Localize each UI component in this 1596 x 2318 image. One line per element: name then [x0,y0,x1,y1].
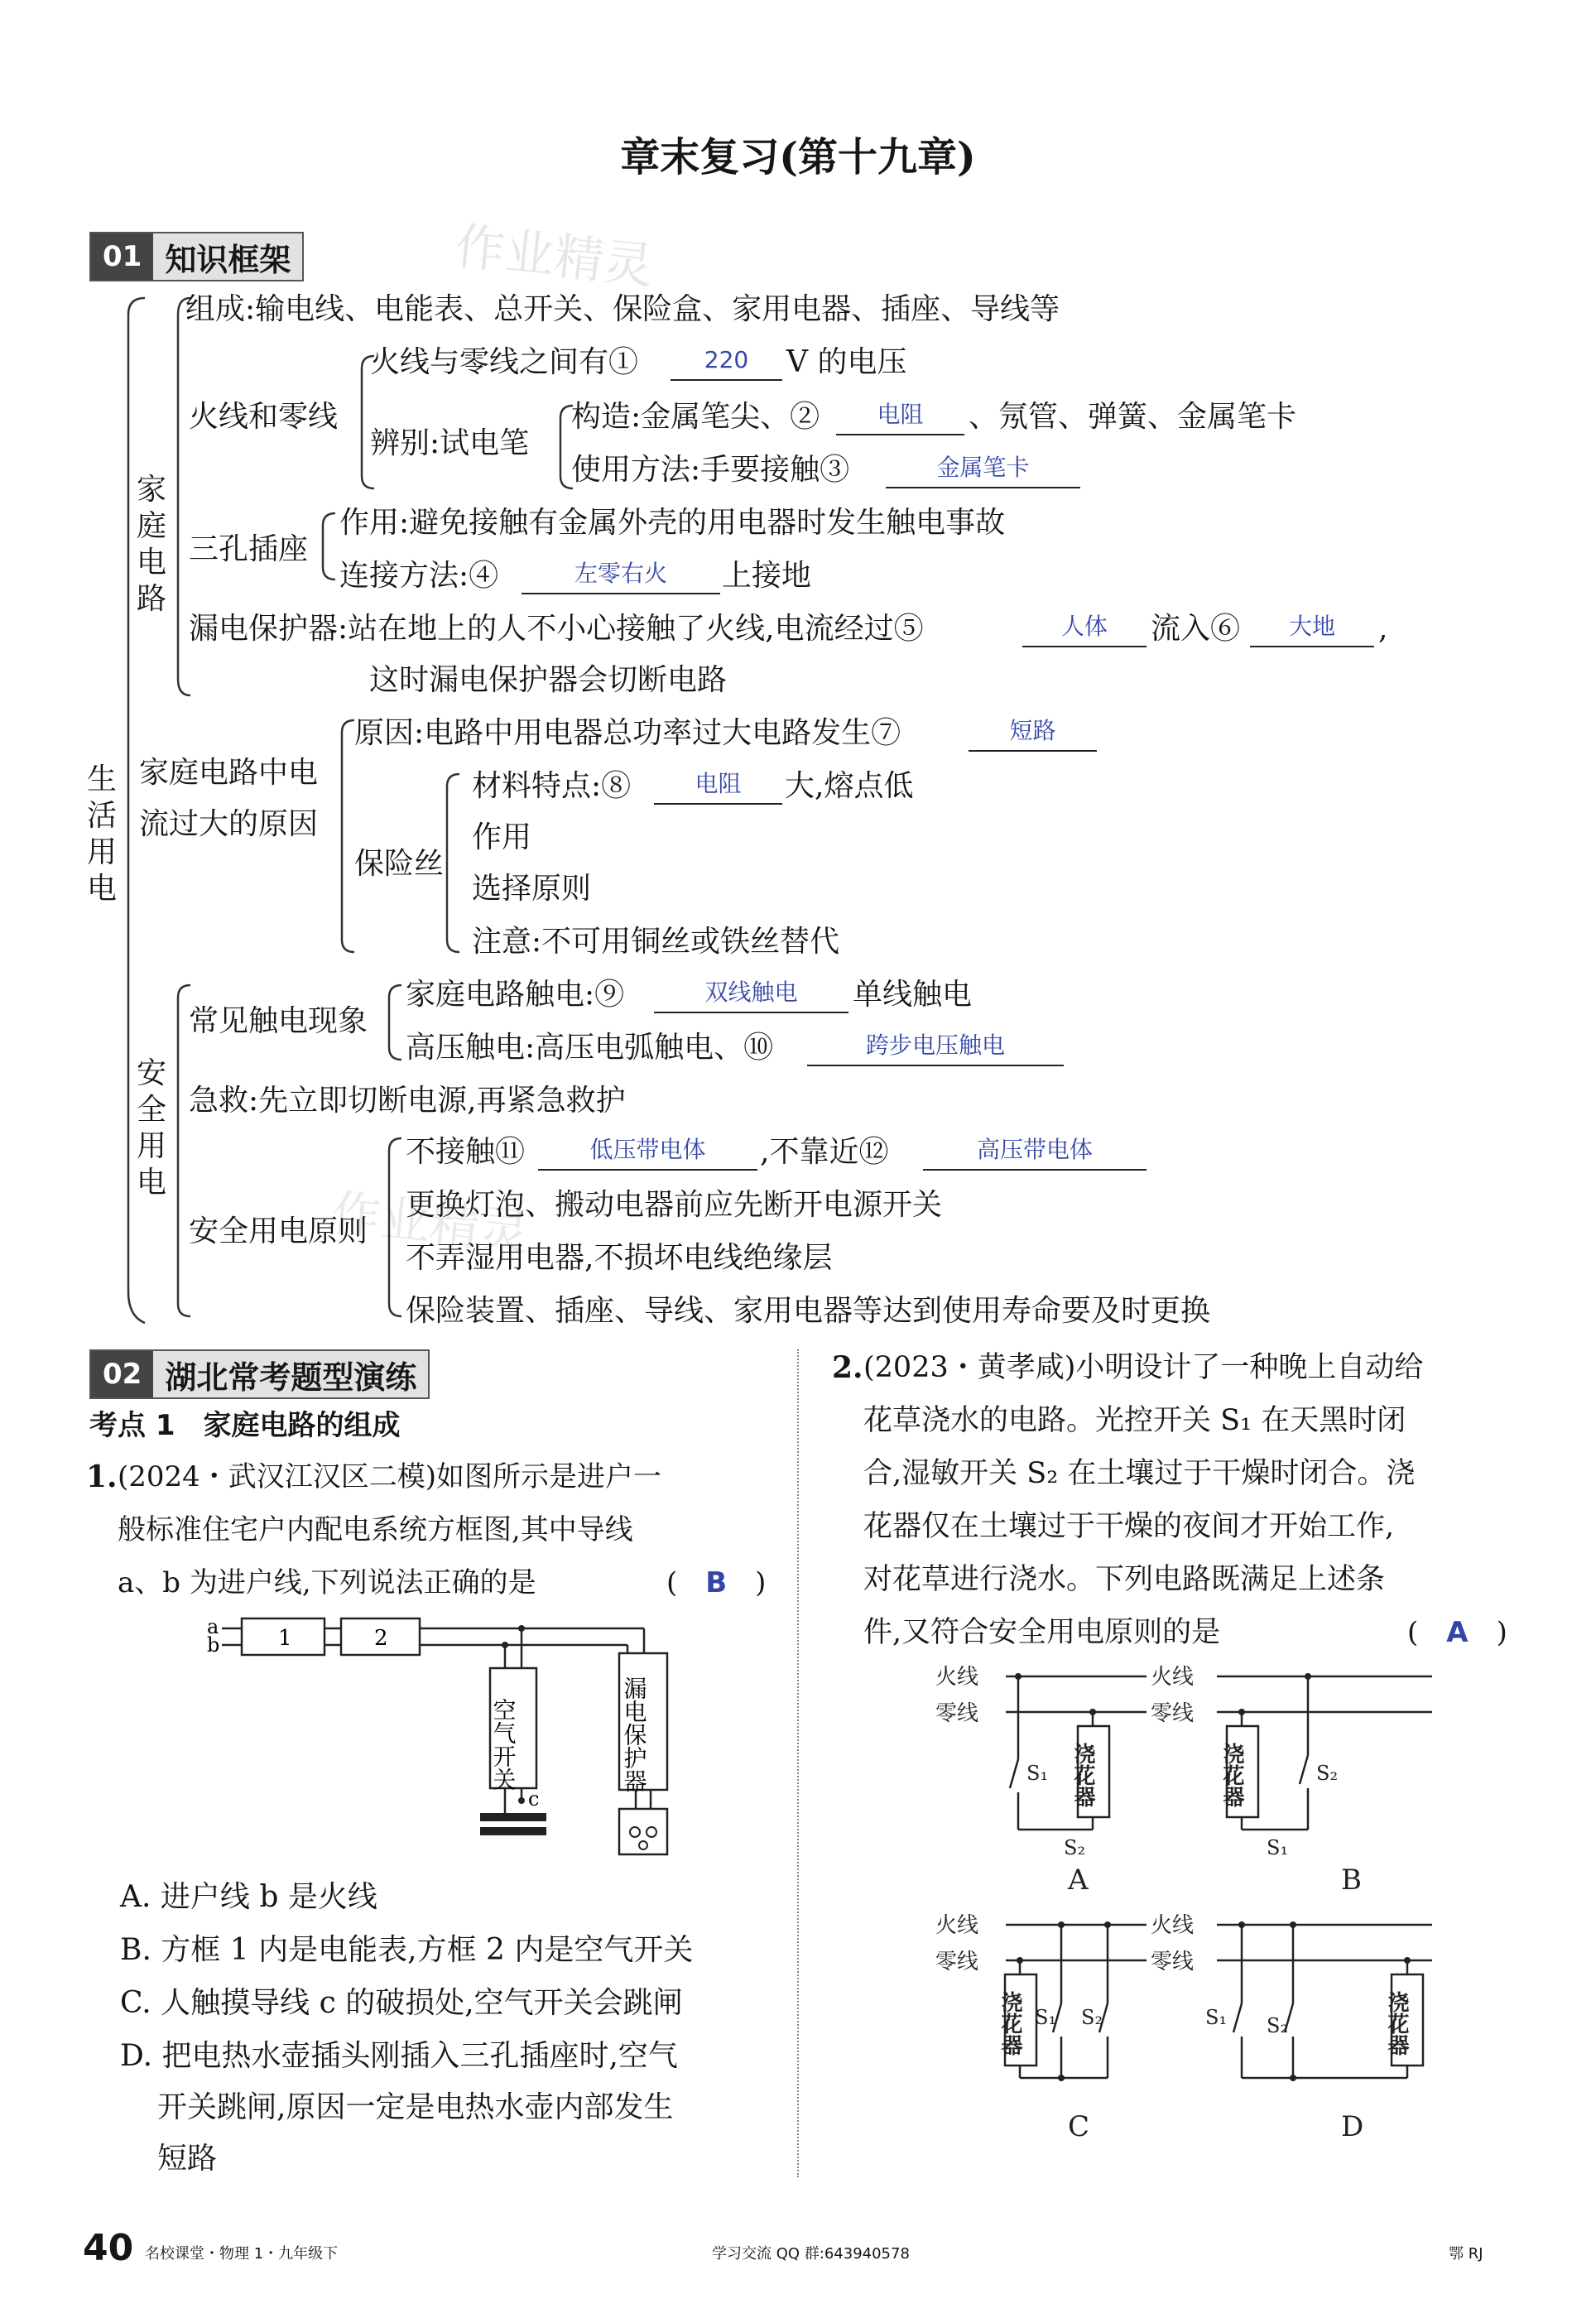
a-device: 浇花器 [1070,1743,1095,1807]
fig-box2-label: 2 [374,1626,388,1651]
q1-option-a[interactable]: A. 进户线 b 是火线 [120,1880,377,1914]
watermark: 作业精灵 [452,217,656,296]
composition: 组成:输电线、电能表、总开关、保险盒、家用电器、插座、导线等 [185,292,1060,326]
footer-edition: 鄂 RJ [1449,2245,1483,2263]
a-neutral: 零线 [935,1701,979,1726]
c-s2: S₂ [1081,2006,1103,2029]
identify-label: 辨别:试电笔 [370,426,530,460]
footer-book: 名校课堂・物理 1・九年级下 [145,2245,339,2263]
fuse-select: 选择原则 [472,872,592,906]
footer-qq: 学习交流 QQ 群:643940578 [712,2245,910,2263]
fig-c-label: c [528,1787,540,1811]
common-shock-label: 常见触电现象 [189,1004,368,1038]
function-text: 作用:避免接触有金属外壳的用电器时发生触电事故 [339,506,1006,540]
q2-line-5: 对花草进行浇水。下列电路既满足上述条 [863,1563,1386,1596]
fuse-role: 作用 [472,820,532,854]
overcurrent-label-2: 流过大的原因 [139,807,319,841]
answer-10: 跨步电压触电 [865,1032,1005,1059]
blank-6 [1250,613,1374,647]
d-live: 火线 [1151,1913,1195,1938]
q1-option-d-cont-2: 短路 [157,2142,218,2176]
no-near-text: ,不靠近⑫ [760,1135,889,1169]
c-device: 浇花器 [997,1991,1022,2056]
fig-leak-label: 漏电保护器 [620,1676,648,1792]
q1-option-c[interactable]: C. 人触摸导线 c 的破损处,空气开关会跳闸 [120,1986,683,2020]
no-touch-text: 不接触⑪ [406,1135,526,1169]
connect-text: 连接方法:④ [339,559,499,593]
column-divider [797,1349,799,2177]
q2-line-4: 花器仅在土壤过于干燥的夜间才开始工作, [863,1510,1395,1543]
hv-shock-text: 高压触电:高压电弧触电、⑩ [406,1031,774,1065]
page-title: 章末复习(第十九章) [620,134,976,180]
blank-9 [654,979,848,1013]
b-device: 浇花器 [1219,1743,1244,1807]
blank-5 [1022,613,1147,647]
blank-8 [654,770,782,805]
fig-air-switch-label: 空气开关 [489,1698,517,1791]
overcurrent-label-1: 家庭电路中电 [139,756,319,790]
a-s1: S₁ [1026,1762,1049,1785]
leak-end: , [1378,612,1388,646]
fig-a-label: a [207,1615,219,1638]
blank-7 [969,717,1097,752]
q1-option-d-cont-1: 开关跳闸,原因一定是电热水壶内部发生 [157,2090,674,2124]
blank-4 [522,560,720,594]
root-label: 生活用电 [86,762,117,906]
q1-answer: B [705,1566,728,1599]
fig-box1-label: 1 [278,1626,292,1651]
d-s2: S₂ [1267,2014,1289,2037]
section-number: 01 [91,233,153,280]
voltage-suffix: V 的电压 [786,345,907,379]
voltage-text: 火线与零线之间有① [370,345,639,379]
q1-line-3: a、b 为进户线,下列说法正确的是 [118,1566,536,1599]
leak-line2: 这时漏电保护器会切断电路 [369,663,728,697]
answer-2: 电阻 [877,401,924,428]
circuit-label-c[interactable]: C [1068,2110,1090,2143]
q1-number: 1. [86,1460,118,1494]
answer-6: 大地 [1288,613,1335,640]
first-aid: 急救:先立即切断电源,再紧急救护 [189,1084,626,1118]
blank-10 [807,1032,1064,1066]
q1-answer-bracket: ( B ) [666,1566,767,1599]
page-number: 40 [83,2227,134,2269]
answer-5: 人体 [1060,613,1108,640]
principle-3: 不弄湿用电器,不损坏电线绝缘层 [406,1241,833,1275]
c-neutral: 零线 [935,1950,979,1974]
q2-answer-bracket: ( A ) [1407,1616,1507,1649]
c-s1: S₁ [1035,2006,1057,2029]
answer-9: 双线触电 [704,979,798,1006]
b-live: 火线 [1151,1665,1195,1690]
q2-circuits [927,1656,1465,2152]
three-hole-label: 三孔插座 [189,532,309,566]
watermark-2: 作业精灵 [328,1184,532,1263]
principle-label: 安全用电原则 [189,1214,368,1248]
section-label: 湖北常考题型演练 [165,1359,417,1396]
principle-2: 更换灯泡、搬动电器前应先断开电源开关 [406,1188,943,1222]
q2-number: 2. [832,1350,863,1385]
home-circuit-label: 家庭电路 [136,473,166,616]
safety-label: 安全用电 [136,1056,166,1200]
circuit-label-d[interactable]: D [1341,2110,1364,2143]
blank-2 [836,401,964,435]
cause-text: 原因:电路中用电器总功率过大电路发生⑦ [354,716,901,750]
fuse-label: 保险丝 [354,847,445,881]
q1-line-1: (2024・武汉江汉区二模)如图所示是进户一 [118,1460,662,1493]
circuit-label-b[interactable]: B [1341,1864,1362,1897]
fuse-note: 注意:不可用铜丝或铁丝替代 [472,925,840,959]
home-shock-text: 家庭电路触电:⑨ [406,978,625,1012]
fig-b-label: b [207,1633,220,1657]
q1-option-d[interactable]: D. 把电热水壶插头刚插入三孔插座时,空气 [120,2039,678,2073]
home-shock-suffix: 单线触电 [853,978,973,1012]
section-label: 知识框架 [165,241,291,278]
material-text: 材料特点:⑧ [472,769,632,803]
answer-1: 220 [704,346,749,373]
a-s2: S₂ [1064,1836,1086,1859]
blank-11 [538,1136,757,1171]
usage-text: 使用方法:手要接触③ [571,453,850,487]
d-neutral: 零线 [1151,1950,1195,1974]
answer-12: 高压带电体 [976,1136,1093,1163]
b-s1: S₁ [1267,1836,1289,1859]
q2-answer: A [1446,1616,1469,1649]
answer-7: 短路 [1009,717,1056,744]
answer-8: 电阻 [695,770,742,797]
d-device: 浇花器 [1384,1991,1409,2056]
circuit-label-a[interactable]: A [1068,1864,1089,1897]
d-s1: S₁ [1205,2006,1228,2029]
q2-line-3: 合,湿敏开关 S₂ 在土壤过于干燥时闭合。浇 [863,1457,1416,1490]
structure-suffix: 、氖管、弹簧、金属笔卡 [969,400,1297,434]
section-number: 02 [91,1351,153,1397]
a-live: 火线 [935,1665,979,1690]
principle-4: 保险装置、插座、导线、家用电器等达到使用寿命要及时更换 [406,1294,1211,1328]
leak-mid: 流入⑥ [1151,612,1241,646]
blank-3 [886,454,1080,488]
answer-3: 金属笔卡 [936,454,1030,481]
leak-text: 漏电保护器:站在地上的人不小心接触了火线,电流经过⑤ [189,612,924,646]
kaodian-heading: 考点 1 家庭电路的组成 [89,1409,401,1442]
live-neutral-label: 火线和零线 [189,400,339,434]
q1-option-b[interactable]: B. 方框 1 内是电能表,方框 2 内是空气开关 [120,1933,694,1967]
q1-figure [190,1610,704,1867]
q2-line-6: 件,又符合安全用电原则的是 [863,1616,1221,1649]
q1-line-2: 般标准住宅户内配电系统方框图,其中导线 [118,1513,633,1546]
q2-line-2: 花草浇水的电路。光控开关 S₁ 在天黑时闭 [863,1404,1406,1437]
answer-4: 左零右火 [574,560,667,587]
connect-suffix: 上接地 [722,559,812,593]
b-s2: S₂ [1316,1762,1339,1785]
q2-line-1: (2023・黄孝咸)小明设计了一种晚上自动给 [863,1351,1424,1384]
material-suffix: 大,熔点低 [785,769,914,803]
c-live: 火线 [935,1913,979,1938]
blank-1 [671,346,782,381]
b-neutral: 零线 [1151,1701,1195,1726]
structure-text: 构造:金属笔尖、② [571,400,820,434]
answer-11: 低压带电体 [589,1136,706,1163]
blank-12 [923,1136,1147,1171]
section-header-practice [89,1349,430,1399]
